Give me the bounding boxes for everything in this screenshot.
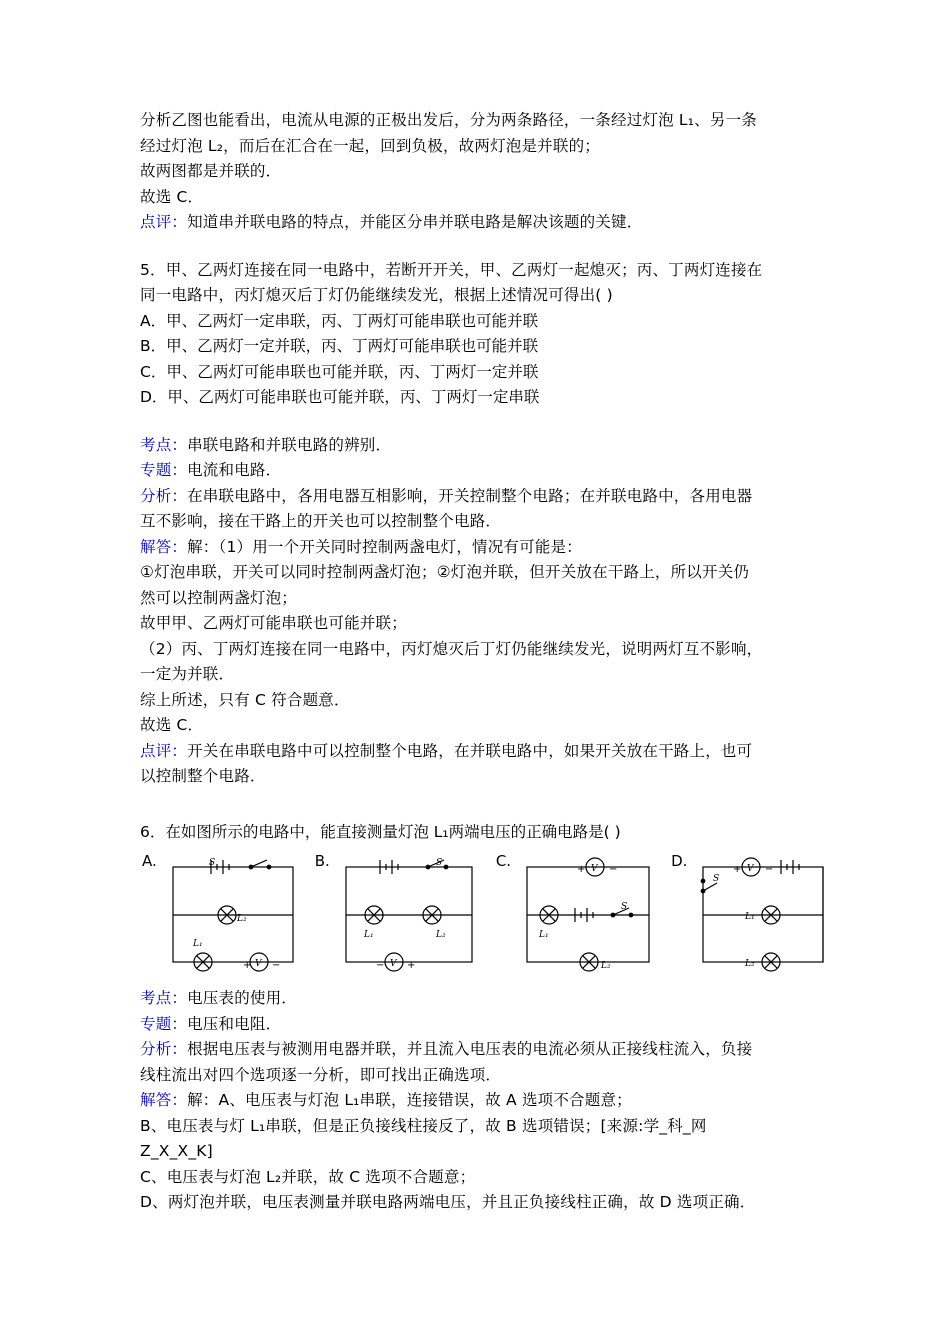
minus-sign-b: −	[375, 960, 385, 971]
comment-label: 点评：	[140, 213, 188, 231]
question5-option-a: A．甲、乙两灯一定串联，丙、丁两灯可能串联也可能并联	[140, 311, 539, 330]
question6-zhuanti	[140, 1012, 832, 1038]
zhuanti-text: 电压和电阻．	[187, 1014, 282, 1033]
circuit-choice-a	[142, 851, 309, 976]
question5-fenxi-line2: 互不影响，接在干路上的开关也可以控制整个电路．	[140, 512, 502, 530]
kaodian-text: 电压表的使用．	[187, 989, 298, 1007]
plus-sign-a: +	[242, 960, 252, 971]
circuit-diagram-c	[513, 851, 665, 976]
zhuanti-label: 专题：	[140, 461, 188, 479]
choice-letter-d: D.	[671, 852, 688, 870]
jieda-text: 解：（1）用一个开关同时控制两盏电灯，情况有可能是：	[187, 537, 582, 556]
circuit-choice-b	[315, 851, 490, 976]
label-l1-d: L₁	[745, 912, 755, 922]
circuit-diagram-d	[689, 851, 839, 976]
paragraph-line: 经过灯泡 L₂，而后在汇合在一起，回到负极，故两灯泡是并联的；	[140, 136, 600, 155]
choice-letter-b: B.	[314, 852, 330, 870]
dianping-label: 点评：	[140, 741, 188, 760]
question5-stem-line2: 同一电路中，丙灯熄灭后丁灯仍能继续发光，根据上述情况可得出( )	[140, 286, 613, 304]
question6-jieda-line5: D、两灯泡并联，电压表测量并联电路两端电压，并且正负接线柱正确，故 D 选项正确．	[140, 1193, 756, 1211]
label-l1-b: L₁	[363, 930, 374, 940]
question5-kaodian	[140, 433, 832, 459]
choice-letter-a: A.	[142, 852, 157, 870]
plus-sign-c: +	[577, 864, 586, 875]
plus-sign-b: +	[406, 960, 416, 971]
minus-sign-c: −	[609, 864, 618, 875]
fenxi-label: 分析：	[140, 486, 188, 505]
label-v-b: V	[389, 959, 397, 969]
question5-option-d: D．甲、乙两灯可能串联也可能并联，丙、丁两灯一定串联	[140, 388, 540, 406]
question6-fenxi-line2: 线柱流出对四个选项逐一分析，即可找出正确选项．	[140, 1065, 502, 1084]
label-s-c: S	[621, 902, 628, 912]
question5-jieda-line3: 然可以控制两盏灯泡；	[140, 588, 298, 607]
circuit-choice-d	[671, 851, 839, 976]
jieda-text: 解：A、电压表与灯泡 L₁串联，连接错误，故 A 选项不合题意；	[187, 1091, 632, 1109]
minus-sign-a: −	[271, 960, 281, 971]
label-v-d: V	[747, 864, 754, 874]
question5-jieda-line1	[140, 535, 832, 561]
jieda-label: 解答：	[140, 1091, 188, 1109]
question6-jieda-line4: C、电压表与灯泡 L₂并联，故 C 选项不合题意；	[140, 1167, 476, 1186]
comment-line	[140, 210, 832, 236]
circuit-choice-c	[496, 851, 665, 976]
jieda-label: 解答：	[140, 537, 188, 556]
paragraph-line: 故两图都是并联的．	[140, 162, 282, 180]
label-v-a: V	[254, 959, 262, 969]
question5-jieda-line4: 故甲甲、乙两灯可能串联也可能并联；	[140, 614, 407, 632]
question5-jieda-line6: 一定为并联．	[140, 665, 235, 683]
question5-jieda-line5: （2）丙、丁两灯连接在同一电路中，丙灯熄灭后丁灯仍能继续发光，说明两灯互不影响，	[140, 639, 763, 658]
question6-jieda-line2: B、电压表与灯 L₁串联，但是正负接线柱接反了，故 B 选项错误；[来源:学_科_网	[140, 1116, 707, 1135]
circuit-diagram-a	[159, 851, 309, 976]
question5-jieda-line7: 综上所述，只有 C 符合题意．	[140, 690, 350, 709]
plus-sign-d: +	[733, 864, 742, 875]
question5-jieda-line8: 故选 C．	[140, 716, 204, 734]
question6-kaodian	[140, 986, 832, 1012]
paragraph-line: 故选 C．	[140, 187, 204, 206]
choice-letter-c: C.	[495, 852, 512, 870]
question5-jieda-line2: ①灯泡串联，开关可以同时控制两盏灯泡；②灯泡并联，但开关放在干路上，所以开关仍	[140, 563, 750, 581]
question5-zhuanti	[140, 458, 832, 484]
question6-circuit-diagrams	[142, 851, 832, 976]
question5-dianping-line1	[140, 739, 832, 765]
question5-option-b: B．甲、乙两灯一定并联，丙、丁两灯可能串联也可能并联	[140, 337, 539, 355]
label-l2-b: L₂	[435, 930, 446, 940]
label-l2-a: L₂	[236, 914, 247, 924]
fenxi-label: 分析：	[140, 1040, 188, 1058]
label-l1-a: L₁	[192, 939, 203, 949]
question5-stem-line1: 5．甲、乙两灯连接在同一电路中，若断开开关，甲、乙两灯一起熄灭；丙、丁两灯连接在	[140, 260, 763, 279]
label-s-a: S	[208, 858, 215, 868]
question6-jieda-line3: Z_X_X_K]	[140, 1142, 213, 1160]
zhuanti-label: 专题：	[140, 1014, 188, 1033]
label-l2-d: L₂	[745, 959, 755, 969]
comment-text: 知道串并联电路的特点，并能区分串并联电路是解决该题的关键．	[187, 213, 643, 231]
kaodian-label: 考点：	[140, 989, 188, 1007]
dianping-text: 开关在串联电路中可以控制整个电路，在并联电路中，如果开关放在干路上，也可	[187, 741, 753, 760]
question5-dianping-line2: 以控制整个电路．	[140, 767, 266, 785]
question6-stem: 6．在如图所示的电路中，能直接测量灯泡 L₁两端电压的正确电路是( )	[140, 822, 621, 841]
zhuanti-text: 电流和电路．	[187, 461, 282, 479]
question5-option-c: C．甲、乙两灯可能串联也可能并联，丙、丁两灯一定并联	[140, 362, 539, 381]
label-l1-c: L₁	[539, 930, 549, 940]
label-v-c: V	[591, 864, 598, 874]
minus-sign-d: −	[765, 864, 774, 875]
paragraph-line: 分析乙图也能看出，电流从电源的正极出发后，分为两条路径，一条经过灯泡 L₁、另一条	[140, 111, 757, 129]
fenxi-text: 在串联电路中，各用电器互相影响，开关控制整个电路；在并联电路中，各用电器	[187, 486, 753, 505]
label-l2-c: L₂	[601, 961, 611, 971]
kaodian-label: 考点：	[140, 435, 188, 454]
question6-jieda-line1	[140, 1088, 832, 1114]
label-s-d: S	[713, 874, 720, 884]
fenxi-text: 根据电压表与被测用电器并联，并且流入电压表的电流必须从正接线柱流入，负接	[187, 1040, 753, 1058]
circuit-diagram-b	[332, 851, 490, 976]
question5-fenxi-line1	[140, 484, 832, 510]
kaodian-text: 串联电路和并联电路的辨别．	[187, 435, 392, 454]
label-s-b: S	[435, 858, 442, 868]
question6-fenxi-line1	[140, 1037, 832, 1063]
